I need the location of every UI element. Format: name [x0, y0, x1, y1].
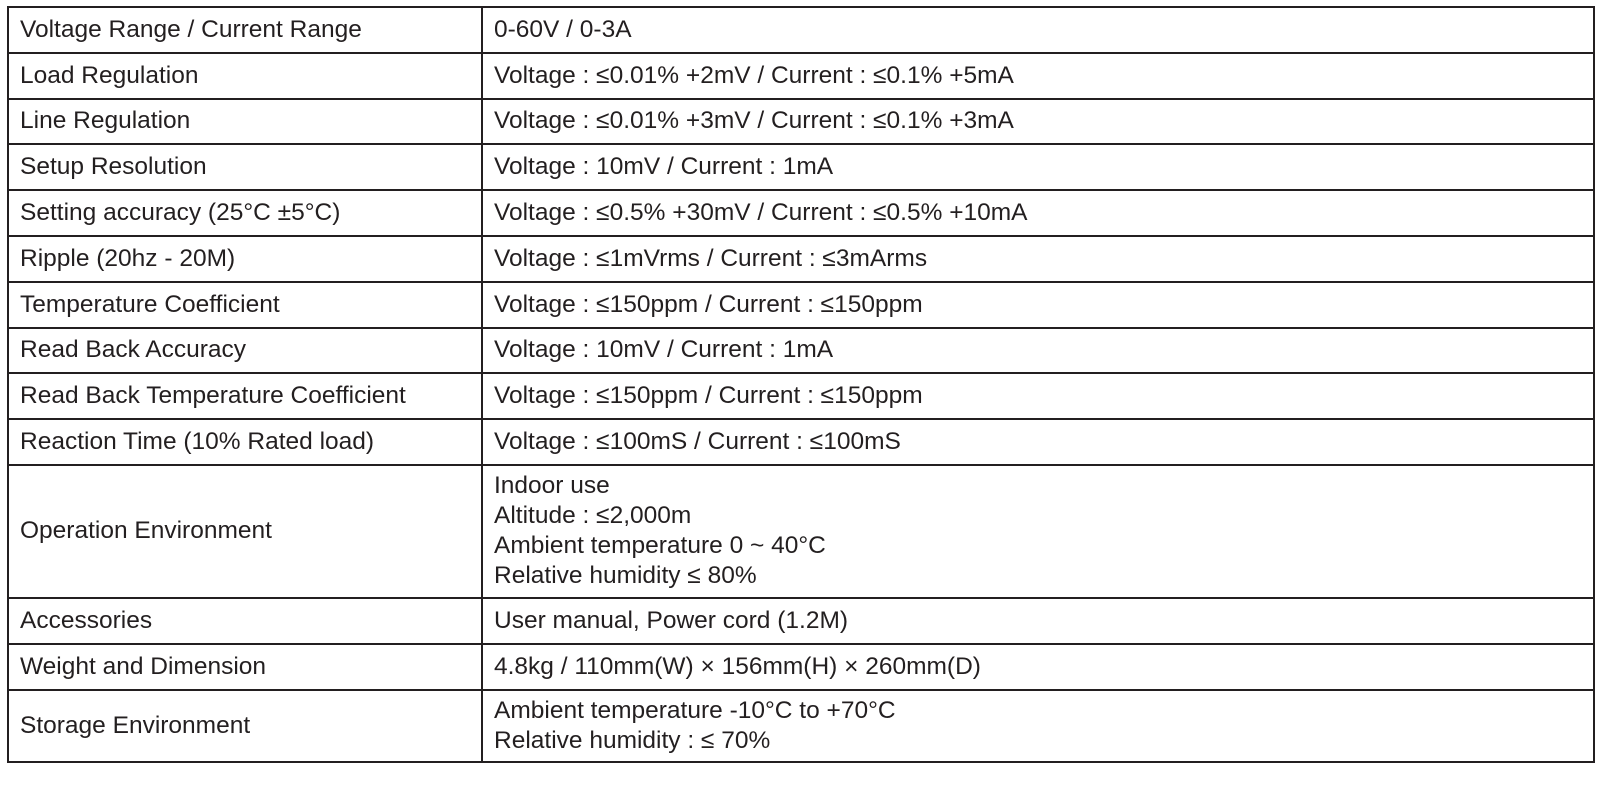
- spec-value: [482, 598, 1594, 644]
- table-row: [8, 644, 1594, 690]
- spec-label: Weight and Dimension: [8, 644, 482, 690]
- spec-label: Setting accuracy (25°C ±5°C): [8, 190, 482, 236]
- table-row: [8, 144, 1594, 190]
- spec-label: Line Regulation: [8, 99, 482, 145]
- spec-value-line: User manual, Power cord (1.2M): [494, 606, 849, 634]
- spec-value-line: Ambient temperature -10°C to +70°C: [494, 696, 896, 724]
- spec-value: [482, 53, 1594, 99]
- spec-value: [482, 373, 1594, 419]
- spec-value: [482, 644, 1594, 690]
- spec-label: Load Regulation: [8, 53, 482, 99]
- spec-value-line: Voltage : ≤0.01% +2mV / Current : ≤0.1% +5mA: [494, 61, 1014, 89]
- spec-value-line: 4.8kg / 110mm(W) × 156mm(H) × 260mm(D): [494, 652, 981, 680]
- spec-value-line: Voltage : 10mV / Current : 1mA: [494, 336, 834, 364]
- table-row: [8, 598, 1594, 644]
- spec-value-line: Voltage : ≤150ppm / Current : ≤150ppm: [494, 290, 923, 318]
- spec-value: [482, 419, 1594, 465]
- spec-value: [482, 282, 1594, 328]
- table-row: [8, 282, 1594, 328]
- spec-value-line: Voltage : 10mV / Current : 1mA: [494, 153, 834, 181]
- spec-value: [482, 99, 1594, 145]
- table-row: [8, 236, 1594, 282]
- spec-label: Reaction Time (10% Rated load): [8, 419, 482, 465]
- spec-value-line: Indoor use: [494, 472, 610, 500]
- table-row: [8, 99, 1594, 145]
- spec-value: [482, 465, 1594, 598]
- spec-table: [7, 6, 1595, 763]
- spec-value-line: Voltage : ≤150ppm / Current : ≤150ppm: [494, 382, 923, 410]
- spec-label: Read Back Accuracy: [8, 328, 482, 374]
- table-row: [8, 419, 1594, 465]
- spec-label: Read Back Temperature Coefficient: [8, 373, 482, 419]
- table-row: [8, 465, 1594, 598]
- spec-value-line: Ambient temperature 0 ~ 40°C: [494, 532, 826, 560]
- spec-value-line: Altitude : ≤2,000m: [494, 502, 692, 530]
- spec-label: Accessories: [8, 598, 482, 644]
- spec-label: Temperature Coefficient: [8, 282, 482, 328]
- spec-label: Voltage Range / Current Range: [8, 7, 482, 53]
- spec-label: Setup Resolution: [8, 144, 482, 190]
- table-row: [8, 373, 1594, 419]
- spec-value-line: Relative humidity ≤ 80%: [494, 562, 757, 590]
- spec-value: [482, 236, 1594, 282]
- spec-value: [482, 7, 1594, 53]
- table-row: [8, 328, 1594, 374]
- table-row: [8, 7, 1594, 53]
- spec-value-line: Relative humidity : ≤ 70%: [494, 726, 771, 754]
- spec-value-line: Voltage : ≤100mS / Current : ≤100mS: [494, 428, 901, 456]
- spec-value: [482, 690, 1594, 762]
- spec-label: Operation Environment: [8, 465, 482, 598]
- spec-value-line: 0-60V / 0-3A: [494, 15, 632, 43]
- spec-value: [482, 328, 1594, 374]
- table-row: [8, 690, 1594, 762]
- spec-value: [482, 144, 1594, 190]
- spec-value-line: Voltage : ≤0.5% +30mV / Current : ≤0.5% +10mA: [494, 199, 1028, 227]
- spec-value: [482, 190, 1594, 236]
- table-row: [8, 53, 1594, 99]
- table-row: [8, 190, 1594, 236]
- spec-label: Storage Environment: [8, 690, 482, 762]
- spec-value-line: Voltage : ≤0.01% +3mV / Current : ≤0.1% +3mA: [494, 107, 1014, 135]
- spec-value-line: Voltage : ≤1mVrms / Current : ≤3mArms: [494, 244, 928, 272]
- spec-label: Ripple (20hz - 20M): [8, 236, 482, 282]
